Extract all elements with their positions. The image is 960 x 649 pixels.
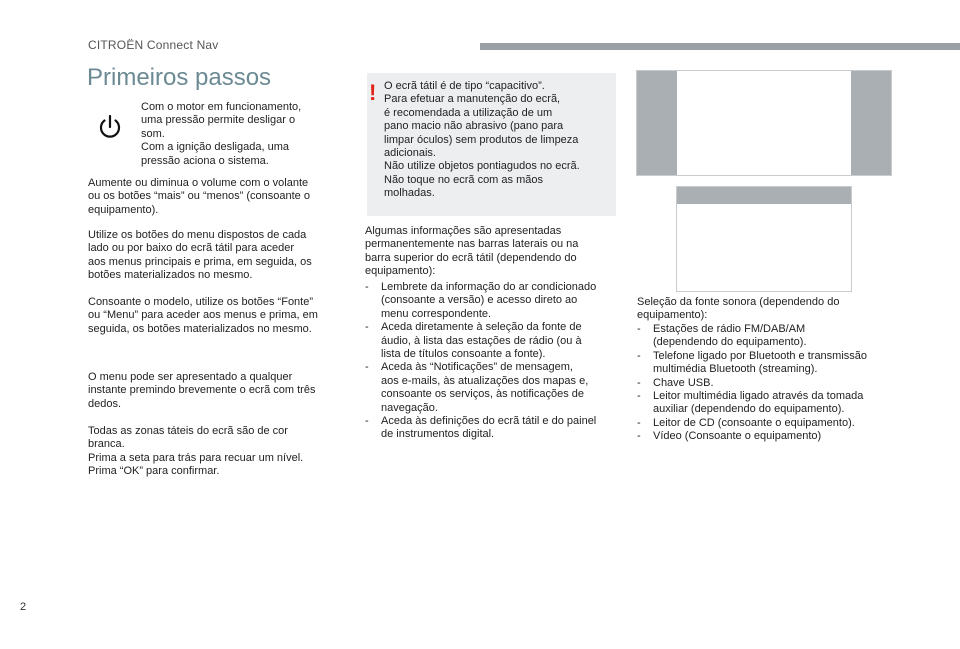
header-brand: CITROËN Connect Nav (88, 38, 219, 52)
list-item: - Aceda diretamente à seleção da fonte de áudio, à lista das estações de rádio (ou à lista de títulos consoante a fonte). (365, 321, 582, 361)
list-item: - Vídeo (Consoante o equipamento) (637, 430, 822, 443)
volume-text: Aumente ou diminua o volume com o volante ou os botões “mais” ou “menos” (consoante o equipamento). (88, 177, 310, 216)
source-menu-text: Consoante o modelo, utilize os botões “Fonte” ou “Menu” para aceder aos menus e prima, em seguida, os botões materializados no mesmo. (88, 296, 318, 335)
header-bar (480, 43, 960, 50)
list-item: - Estações de rádio FM/DAB/AM (dependendo do equipamento). (637, 323, 807, 349)
screen-diagram-topbar (676, 186, 852, 292)
power-icon (95, 112, 125, 142)
left-sidebar-panel (637, 71, 677, 175)
screen-diagram-sidebars (636, 70, 892, 176)
warning-text: O ecrã tátil é de tipo “capacitivo”. Para efetuar a manutenção do ecrã, é recomendada a utilização de um pano macio não abrasivo (pano para limpar óculos) sem produtos de limpeza adicionais. Não utilize objetos pontiagudos no ecrã. Não toque no ecrã com as mãos molhadas. (384, 80, 580, 200)
sidebar-info-intro: Algumas informações são apresentadas permanentemente nas barras laterais ou na barra superior do ecrã tátil (dependendo do equipamento): (365, 225, 579, 278)
list-item: - Leitor multimédia ligado através da tomada auxiliar (dependendo do equipamento). (637, 390, 864, 416)
page-title: Primeiros passos (87, 64, 272, 91)
top-bar-panel (677, 187, 851, 204)
list-item: - Lembrete da informação do ar condicionado (consoante a versão) e acesso direto ao menu correspondente. (365, 281, 597, 320)
power-button-text: Com o motor em funcionamento, uma pressão permite desligar o som. Com a ignição desligada, uma pressão aciona o sistema. (141, 101, 302, 167)
list-item: - Telefone ligado por Bluetooth e transmissão multimédia Bluetooth (streaming). (637, 349, 868, 376)
three-finger-text: O menu pode ser apresentado a qualquer instante premindo brevemente o ecrã com três dedos. (88, 371, 316, 410)
touch-zones-text: Todas as zonas táteis do ecrã são de cor branca. Prima a seta para trás para recuar um nível. Prima “OK” para confirmar. (88, 425, 304, 478)
right-sidebar-panel (851, 71, 891, 175)
list-item: - Leitor de CD (consoante o equipamento). (637, 416, 855, 429)
exclamation-icon: ! (369, 80, 377, 105)
audio-source-intro: Seleção da fonte sonora (dependendo do equipamento): (637, 296, 840, 322)
menu-buttons-text: Utilize os botões do menu dispostos de cada lado ou por baixo do ecrã tátil para aceder aos menus principais e prima, em seguida, os botões materializados no mesmo. (88, 229, 312, 282)
list-item: - Aceda às “Notificações” de mensagem, aos e-mails, às atualizações dos mapas e, consoante os serviços, às notificações de navegação. (365, 361, 589, 414)
page-number: 2 (20, 601, 27, 613)
sidebar-info-list (365, 281, 620, 442)
list-item: - Aceda às definições do ecrã tátil e do painel de instrumentos digital. (365, 415, 597, 441)
list-item: - Chave USB. (637, 376, 714, 389)
audio-source-list (637, 323, 902, 444)
